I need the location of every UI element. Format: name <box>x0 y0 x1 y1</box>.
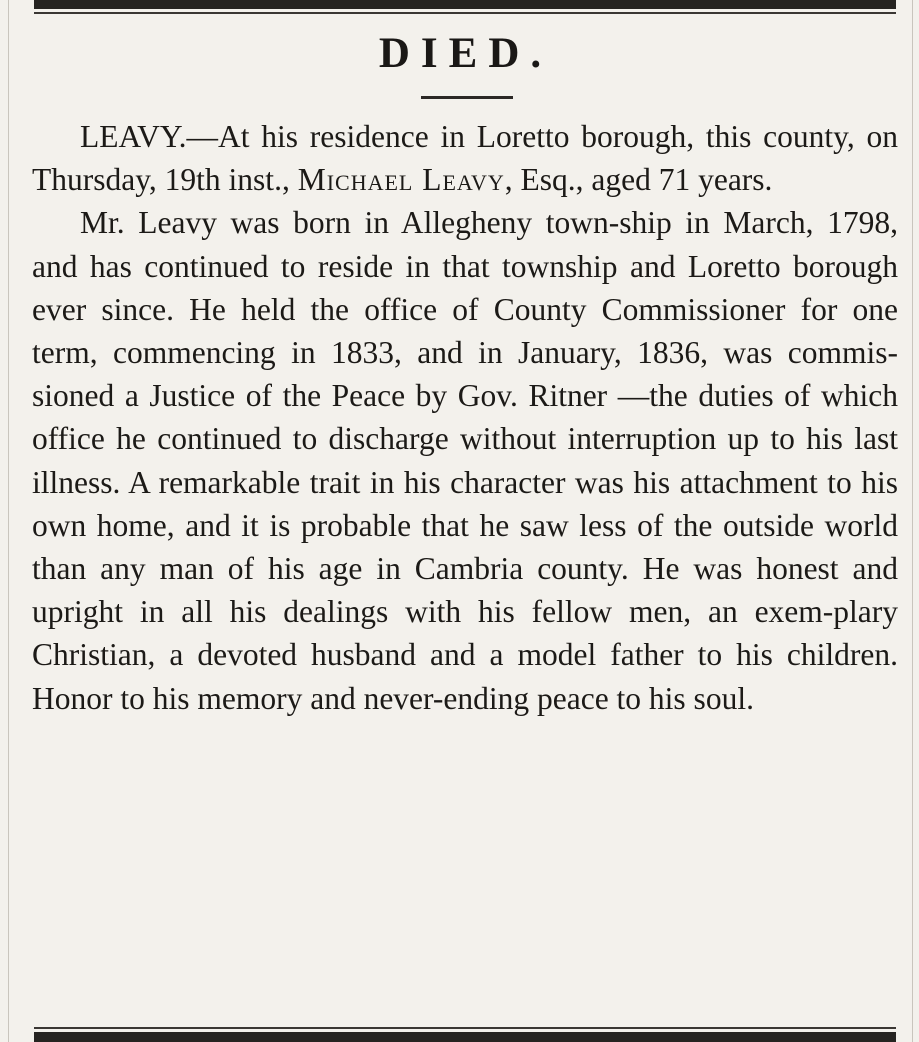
bottom-thin-rule <box>34 1027 896 1029</box>
heading-divider <box>421 96 513 99</box>
column-border-left <box>8 0 9 1042</box>
obituary-article <box>32 115 898 720</box>
obituary-biography: Mr. Leavy was born in Allegheny town-ship in March, 1798, and has continued to reside in that township and Loretto borough ever since. He held the office of County Commissioner for one term, commencing in 1833, and in January, 1836, was commis-sioned a Justice of the Peace by Gov. Ritner —the duties of which office he continued to discharge without interruption up to his last illness. A remarkable trait in his character was his attachment to his own home, and it is probable that he saw less of the outside world than any man of his age in Cambria county. He was honest and upright in all his dealings with his fellow men, an exem-plary Christian, a devoted husband and a model father to his children. Honor to his memory and never-ending peace to his soul. <box>32 205 898 716</box>
top-heavy-rule <box>34 0 896 9</box>
column-border-right <box>912 0 913 1042</box>
section-heading: DIED. <box>378 30 553 77</box>
announcement-text: —At his residence in Loretto borough, this county, on Thursday, 19th inst., <box>32 119 898 198</box>
obituary-announcement <box>32 115 898 201</box>
bottom-heavy-rule <box>34 1032 896 1042</box>
announcement-age: , Esq., aged 71 years. <box>504 162 773 198</box>
deceased-name: Michael Leavy <box>297 162 505 198</box>
top-thin-rule <box>34 12 896 14</box>
surname-lead: LEAVY. <box>80 119 187 154</box>
